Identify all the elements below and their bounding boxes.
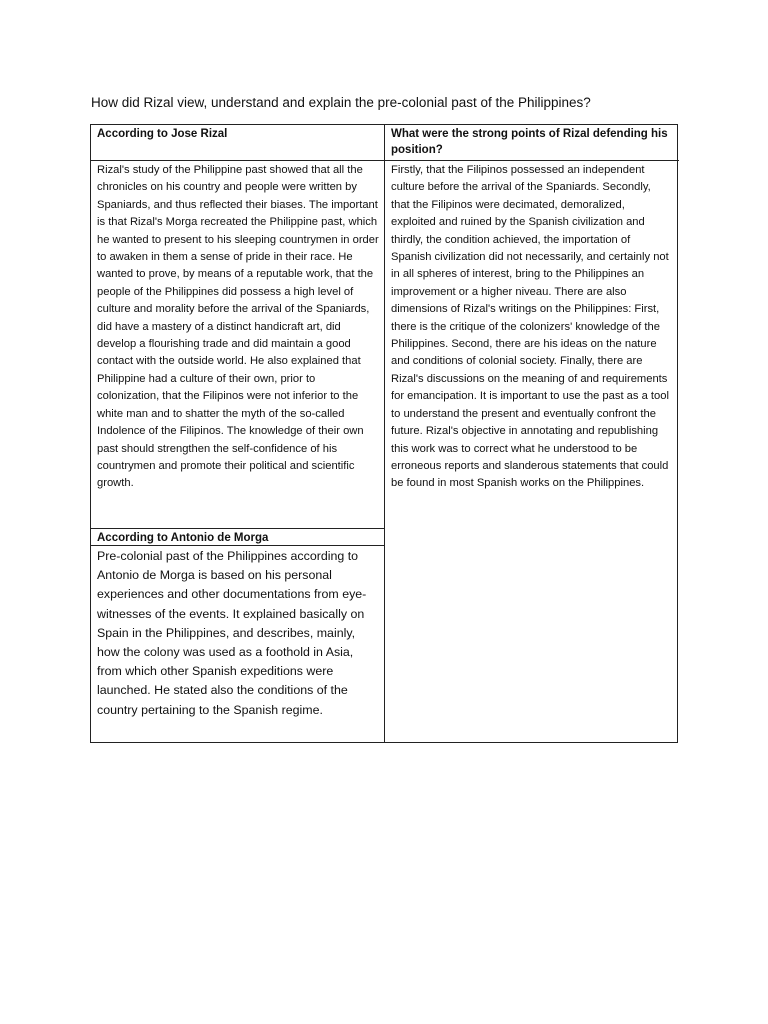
morga-view-text: Pre-colonial past of the Philippines according to Antonio de Morga is based on his personal experiences and other documentations from eye-witnesses of the events. It explained basically on Spain in the Philippines, and describes, mainly, how the colony was used as a foothold in Asia, from which other Spanish expeditions were launched. He stated also the conditions of the country pertaining to the Spanish regime. (97, 549, 367, 717)
strong-points-text: Firstly, that the Filipinos possessed an independent culture before the arrival of the Spaniards. Secondly, that the Filipinos were decimated, demoralized, exploited and ruined by the Spanish civilization and thirdly, the condition achieved, the importation of Spanish civilization did not necessarily, and certainly not in all spheres of interest, bring to the Philippines an improvement or a higher niveau. There are also dimensions of Rizal's writings on the Philippines: First, there is the critique of the colonizers' knowledge of the Philippines. Second, there are his ideas on the nature and conditions of colonial society. Finally, there are Rizal's discussions on the meaning of and requirements for emancipation. It is important to use the past as a tool to understand the present and eventually confront the future. Rizal's objective in annotating and republishing this work was to correct what he understood to be erroneous reports and slanderous statements that could be found in most Spanish works on the Philippines. (391, 164, 669, 490)
rizal-column-header: According to Jose Rizal (97, 128, 228, 140)
comparison-table (90, 124, 678, 743)
strong-points-column-header: What were the strong points of Rizal defending his position? (391, 128, 668, 156)
rizal-view-text: Rizal's study of the Philippine past showed that all the chronicles on his country and people were written by Spaniards, and thus reflected their biases. The important is that Rizal's Morga recreated the Philippine past, which he wanted to present to his sleeping countrymen in order to awaken in them a sense of pride in their race. He wanted to prove, by means of a reputable work, that the people of the Philippines did possess a high level of culture and morality before the arrival of the Spaniards, did have a mastery of a distinct handicraft art, did develop a flourishing trade and did maintain a good contact with the outside world. He also explained that Philippine had a culture of their own, prior to colonization, that the Filipinos were not inferior to the white man and to shatter the myth of the so-called Indolence of the Filipinos. The knowledge of their own past should strengthen the self-confidence of his countrymen and promote their political and scientific growth. (97, 164, 379, 490)
morga-header: According to Antonio de Morga (97, 532, 269, 544)
question-heading: How did Rizal view, understand and explain the pre-colonial past of the Philippines? (91, 95, 591, 110)
